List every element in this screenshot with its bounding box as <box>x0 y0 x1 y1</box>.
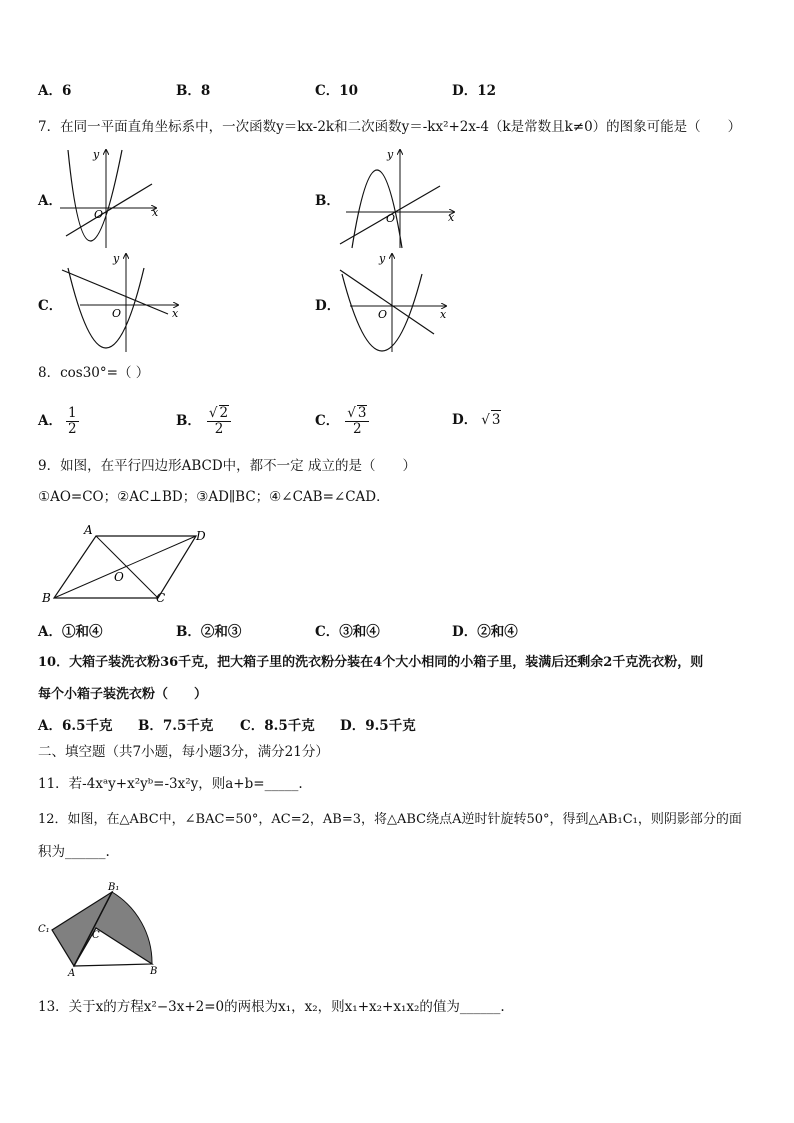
q6-option-d: D．12 <box>452 83 496 99</box>
numerator: 1 <box>67 404 77 421</box>
fraction <box>66 406 79 437</box>
fraction <box>207 405 231 437</box>
q11-stem: 11．若-4xᵃy+x²yᵇ=-3x²y，则a+b=_____. <box>38 776 303 792</box>
origin-label: O <box>112 307 122 320</box>
numerator: √ 3 <box>345 405 369 422</box>
label-a: A <box>68 968 76 978</box>
q6-option-a: A．6 <box>38 83 72 99</box>
q9-parallelogram-figure <box>38 522 218 610</box>
label-c: C <box>92 930 100 941</box>
label-d: D <box>196 529 206 543</box>
y-label: y <box>113 252 120 265</box>
q12-rotation-figure <box>36 878 164 978</box>
option-letter: C． <box>315 413 340 429</box>
q9-option-b: B．②和③ <box>176 624 242 640</box>
q9-option-c: C．③和④ <box>315 624 380 640</box>
q10-option-c: C．8.5千克 <box>240 718 315 734</box>
y-label: y <box>387 148 394 161</box>
option-letter: B． <box>176 413 201 429</box>
q7-label-a: A． <box>38 193 62 209</box>
origin-label: O <box>94 208 104 221</box>
q7-graph-b <box>336 144 461 250</box>
q8-option-b <box>176 400 231 442</box>
option-letter: D． <box>452 412 478 428</box>
origin-label: O <box>378 308 388 321</box>
denominator: 2 <box>67 420 77 437</box>
denominator: 2 <box>353 421 362 437</box>
q12-stem-line1: 12．如图，在△ABC中，∠BAC=50°，AC=2，AB=3，将△ABC绕点A逆时针旋转50°，得到△AB₁C₁，则阴影部分的面 <box>38 812 742 827</box>
radicand: 3 <box>357 405 367 421</box>
q10-option-a: A．6.5千克 <box>38 718 113 734</box>
y-label: y <box>93 148 100 161</box>
q13-stem: 13．关于x的方程x²−3x+2=0的两根为x₁，x₂，则x₁+x₂+x₁x₂的值为______. <box>38 999 505 1015</box>
label-b: B <box>42 591 51 605</box>
q6-option-c: C．10 <box>315 83 359 99</box>
line <box>66 184 152 236</box>
numerator: √ 2 <box>207 405 231 422</box>
label-c: C <box>156 591 166 605</box>
label-o: O <box>114 570 124 584</box>
q7-graph-d <box>336 248 456 354</box>
radicand: 2 <box>219 405 229 421</box>
sqrt-sign: √ 3 <box>481 412 501 428</box>
x-label: x <box>448 211 455 224</box>
q8-option-c <box>315 400 369 442</box>
x-label: x <box>172 307 179 320</box>
q9-stem: 9．如图，在平行四边形ABCD中，都不一定 成立的是（ ） <box>38 458 416 474</box>
q7-label-c: C． <box>38 298 63 314</box>
label-b1: B₁ <box>108 882 120 893</box>
parabola <box>352 170 402 248</box>
q6-option-b: B．8 <box>176 83 211 99</box>
x-label: x <box>152 206 159 219</box>
q8-option-d <box>452 410 501 429</box>
parabola <box>68 268 144 348</box>
q10-option-b: B．7.5千克 <box>138 718 214 734</box>
option-letter: A． <box>38 413 62 429</box>
label-c1: C₁ <box>38 924 50 935</box>
q7-label-d: D． <box>315 298 341 314</box>
x-label: x <box>440 308 447 321</box>
q9-conditions: ①AO=CO；②AC⊥BD；③AD∥BC；④∠CAB=∠CAD． <box>38 489 390 505</box>
q10-option-d: D．9.5千克 <box>340 718 416 734</box>
origin-label: O <box>386 212 396 225</box>
q7-label-b: B． <box>315 193 340 209</box>
section-title: 二、填空题（共7小题，每小题3分，满分21分） <box>38 744 329 760</box>
q12-stem-line2: 积为______. <box>38 844 110 860</box>
q8-stem: 8．cos30°=（ ） <box>38 365 150 381</box>
q7-graph-a <box>58 144 168 250</box>
diagonal-ac <box>96 536 158 598</box>
q7-graph-c <box>56 248 184 354</box>
denominator: 2 <box>214 421 224 437</box>
q9-option-a: A．①和④ <box>38 624 103 640</box>
parabola <box>68 150 122 241</box>
label-b: B <box>150 966 158 977</box>
fraction <box>345 405 369 437</box>
q10-stem-line1: 10．大箱子装洗衣粉36千克，把大箱子里的洗衣粉分装在4个大小相同的小箱子里，装满后还剩余2千克洗衣粉，则 <box>38 655 704 670</box>
label-a: A <box>84 523 93 537</box>
q8-option-a <box>38 402 79 440</box>
q7-stem: 7．在同一平面直角坐标系中，一次函数y＝kx-2k和二次函数y＝-kx²+2x-4（k是常数且k≠0）的图象可能是（ ） <box>38 119 742 135</box>
q9-option-d: D．②和④ <box>452 624 518 640</box>
y-label: y <box>379 252 386 265</box>
q10-stem-line2: 每个小箱子装洗衣粉（ ） <box>38 687 208 702</box>
radicand: 3 <box>491 412 501 428</box>
